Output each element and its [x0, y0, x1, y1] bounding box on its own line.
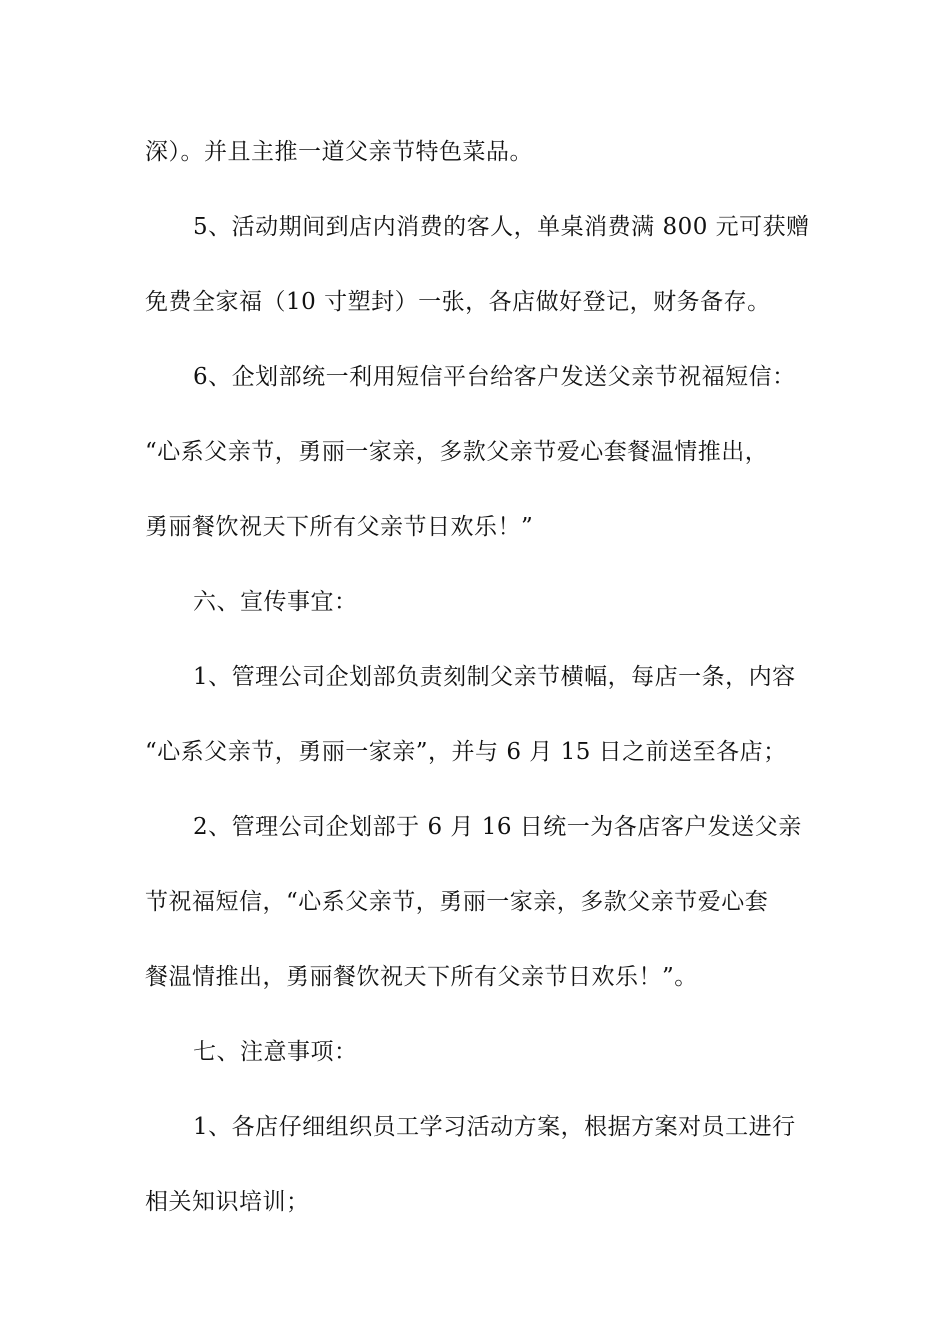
paragraph-line: 6、企划部统一利用短信平台给客户发送父亲节祝福短信：: [193, 364, 796, 390]
paragraph-line: 相关知识培训；: [145, 1189, 310, 1215]
paragraph-line: 勇丽餐饮祝天下所有父亲节日欢乐！”: [145, 514, 534, 540]
paragraph-line: “心系父亲节，勇丽一家亲”，并与 6 月 15 日之前送至各店；: [145, 739, 787, 765]
paragraph-line: 深）。并且主推一道父亲节特色菜品。: [145, 139, 533, 165]
paragraph-line: 1、各店仔细组织员工学习活动方案，根据方案对员工进行: [193, 1114, 796, 1140]
paragraph-line: 5、活动期间到店内消费的客人，单桌消费满 800 元可获赠: [193, 214, 810, 240]
paragraph-line: 节祝福短信，“心系父亲节，勇丽一家亲，多款父亲节爱心套: [145, 889, 769, 915]
paragraph-line: 餐温情推出，勇丽餐饮祝天下所有父亲节日欢乐！”。: [145, 964, 698, 990]
section-heading: 六、宣传事宜：: [193, 589, 358, 615]
section-heading: 七、注意事项：: [193, 1039, 358, 1065]
paragraph-line: 1、管理公司企划部负责刻制父亲节横幅，每店一条，内容: [193, 664, 796, 690]
paragraph-line: 免费全家福（10 寸塑封）一张，各店做好登记，财务备存。: [145, 289, 771, 315]
paragraph-line: “心系父亲节，勇丽一家亲，多款父亲节爱心套餐温情推出，: [145, 439, 769, 465]
paragraph-line: 2、管理公司企划部于 6 月 16 日统一为各店客户发送父亲: [193, 814, 802, 840]
